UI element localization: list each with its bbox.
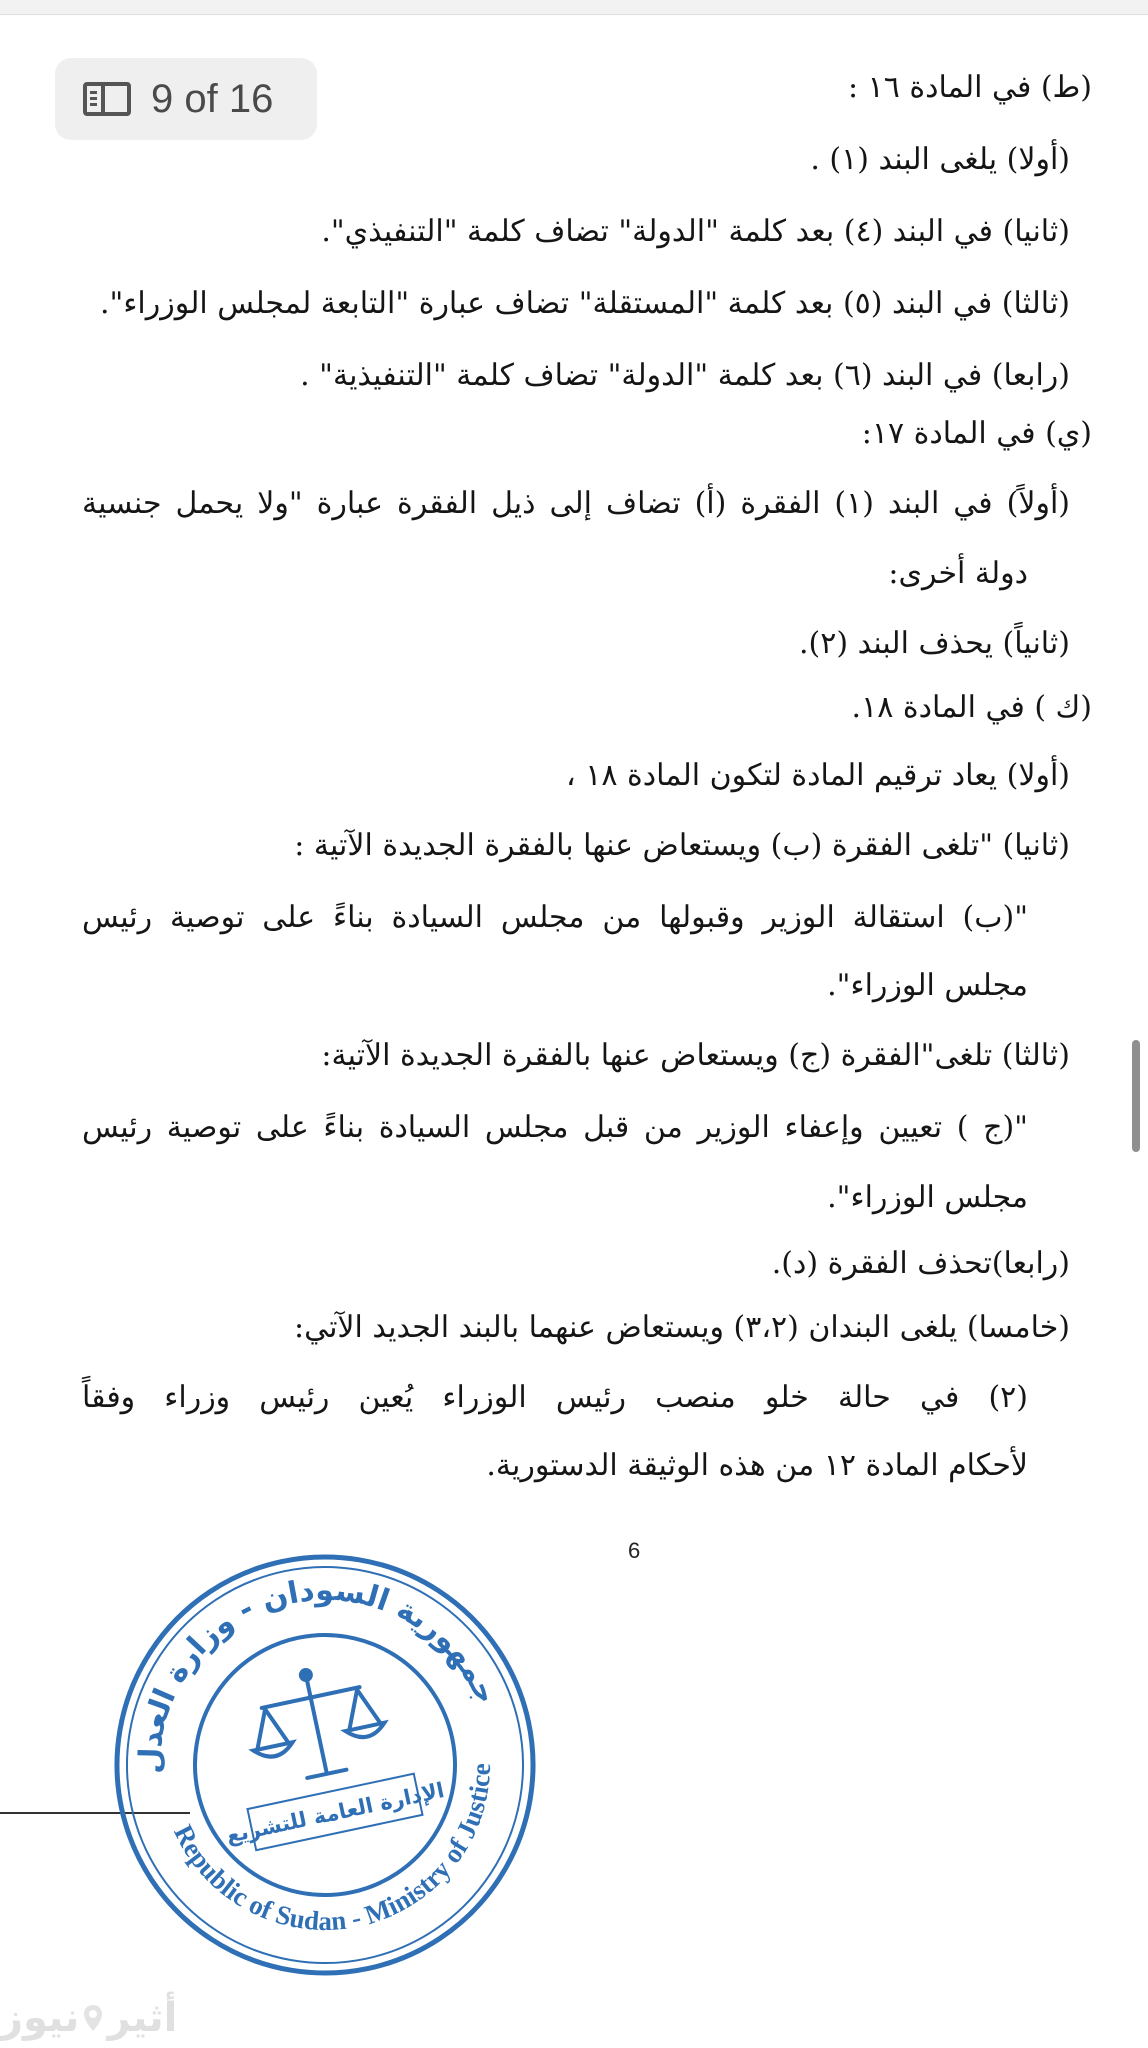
quoted-paragraph: (٢) في حالة خلو منصب رئيس الوزراء يُعين رئيس وزراء وفقاً [82,1380,1028,1415]
clause-line: (أولا) يعاد ترقيم المادة لتكون المادة ١٨ ، [566,758,1070,793]
clause-continuation: دولة أخرى: [888,556,1028,591]
clause-line: (رابعا) في البند (٦) بعد كلمة "الدولة" تضاف كلمة "التنفيذية" . [300,358,1070,393]
quoted-paragraph: "(ج ) تعيين وإعفاء الوزير من قبل مجلس السيادة بناءً على توصية رئيس [82,1110,1028,1145]
site-watermark [0,1990,177,2046]
quoted-paragraph-continuation: لأحكام المادة ١٢ من هذه الوثيقة الدستورية. [486,1448,1028,1483]
section-ya-heading: (ي) في المادة ١٧: [861,416,1092,451]
clause-line: (ثانيا) في البند (٤) بعد كلمة "الدولة" تضاف كلمة "التنفيذي". [321,214,1070,249]
section-ta-heading: (ط) في المادة ١٦ : [847,70,1092,105]
quoted-paragraph: "(ب) استقالة الوزير وقبولها من مجلس السيادة بناءً على توصية رئيس [82,900,1028,935]
clause-line: (أولاً) في البند (١) الفقرة (أ) تضاف إلى ذيل الفقرة عبارة "ولا يحمل جنسية [82,486,1070,521]
official-stamp [100,1540,550,1990]
stamp-english: Republic of Sudan - Ministry of Justice [168,1762,497,1936]
section-kaf-heading: (ك ) في المادة ١٨. [851,690,1092,725]
clause-line: (ثانياً) يحذف البند (٢). [798,626,1070,661]
clause-line: (ثالثا) تلغى"الفقرة (ج) ويستعاض عنها بالفقرة الجديدة الآتية: [321,1038,1070,1073]
page-indicator-label: 9 of 16 [151,76,274,121]
quoted-paragraph-continuation: مجلس الوزراء". [827,968,1028,1003]
clause-line: (خامسا) يلغى البندان (٣،٢) ويستعاض عنهما بالبند الجديد الآتي: [293,1310,1070,1345]
page-indicator[interactable] [55,58,317,140]
watermark-word-b: نيوز [0,1995,80,2041]
pages-icon [83,82,131,116]
watermark-word-a: أثير [107,1995,178,2041]
scales-icon [239,1656,392,1788]
stamp-arabic-outer: جمهورية السودان - وزارة العدل [132,1572,504,1775]
location-pin-icon [83,2004,103,2032]
clause-line: (رابعا)تحذف الفقرة (د). [771,1246,1070,1281]
clause-line: (ثانيا) "تلغى الفقرة (ب) ويستعاض عنها بالفقرة الجديدة الآتية : [294,828,1070,863]
top-toolbar-edge [0,0,1148,15]
clause-line: (أولا) يلغى البند (١) . [810,142,1070,177]
scrollbar-thumb[interactable] [1132,1040,1140,1152]
stamp-arabic-inner: الإدارة العامة للتشريع [224,1778,447,1848]
page-number: 6 [628,1538,641,1563]
svg-text:جمهورية السودان - وزارة العدل [100,1540,506,1781]
quoted-paragraph-continuation: مجلس الوزراء". [827,1180,1028,1215]
clause-line: (ثالثا) في البند (٥) بعد كلمة "المستقلة" تضاف عبارة "التابعة لمجلس الوزراء". [99,286,1070,321]
